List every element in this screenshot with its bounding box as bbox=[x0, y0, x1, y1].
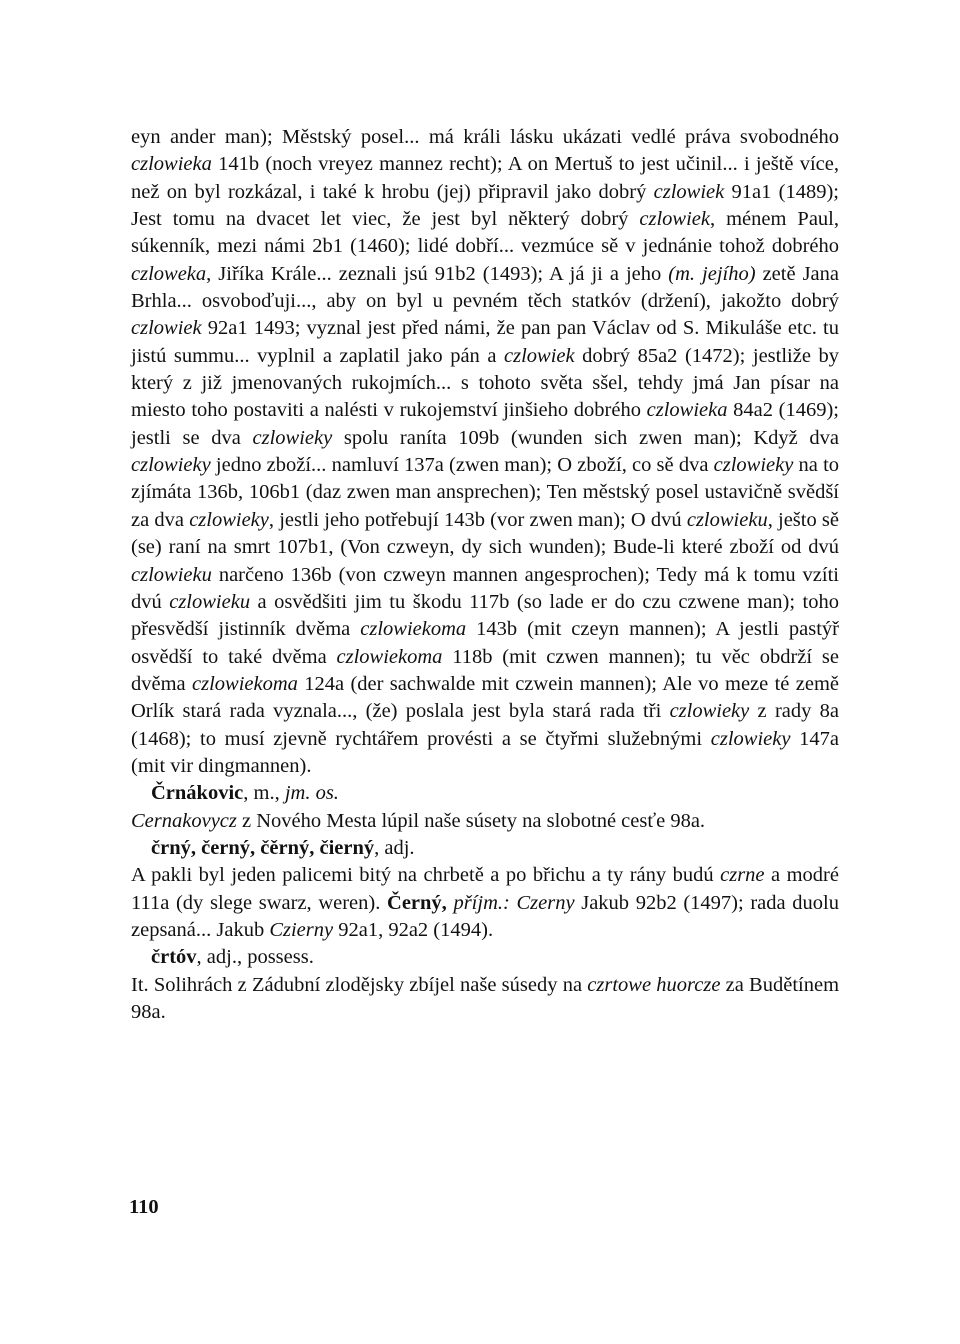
italic-form: Cernakovycz bbox=[131, 809, 237, 832]
bold-term: črtóv bbox=[151, 946, 197, 969]
text-run: , Jiříka Krále... zeznali jsú 91b2 (1493); A já ji a jeho bbox=[206, 262, 669, 285]
bold-term: Črnákovic bbox=[151, 782, 244, 805]
text-run: a osvědšiti jim tu škodu 117b (so lade er do czu czwene man); toho přesvědší jistinník dvěma bbox=[131, 590, 840, 641]
text-run: Jakub 92b2 (1497); rada duolu zepsaná... Jakub bbox=[131, 891, 839, 941]
entry-text bbox=[131, 808, 839, 835]
text-run: 143b (mit czeyn mannen); A jestli pastýř osvědší to také dvěma bbox=[131, 618, 839, 668]
text-run: , adj. bbox=[374, 836, 415, 859]
text-run: narčeno 136b (von czweyn mannen angesprochen); Tedy má k tomu vzíti dvú bbox=[131, 563, 839, 613]
text-run: a modré 111a (dy slege swarz, weren). bbox=[131, 864, 839, 914]
headword-line bbox=[131, 835, 839, 862]
text-run: It. Solihrách z Zádubní zlodějsky zbíjel naše súsedy na bbox=[131, 973, 588, 996]
text-run: za Budětínem 98a. bbox=[131, 973, 840, 1023]
text-run: 141b (noch vreyez mannez recht); A on Mertuš to jest učinil... i ještě více, než on byl rozkázal, i také k hrobu (jej) připravil jako dobrý bbox=[131, 153, 839, 203]
italic-form: (m. jejího) bbox=[668, 262, 756, 285]
italic-form: jm. os. bbox=[284, 782, 339, 805]
italic-form: czlowieky bbox=[252, 426, 333, 449]
entry-text bbox=[131, 972, 839, 1027]
entry-crtov bbox=[131, 944, 839, 1026]
italic-form: czlowieku bbox=[131, 563, 212, 586]
headword-line bbox=[131, 944, 839, 971]
text-run: z Nového Mesta lúpil naše súsety na slobotné cesťe 98a. bbox=[236, 809, 706, 832]
bold-term: črný, černý, čěrný, čierný bbox=[151, 836, 375, 859]
headword-line bbox=[131, 780, 839, 807]
italic-form: czlowieka bbox=[646, 399, 728, 422]
text-run: , ménem Paul, súkenník, mezi námi 2b1 (1460); lidé dobří... vezmúce sě v jednánie tohož dobrého bbox=[131, 208, 839, 258]
text-run: , adj., possess. bbox=[196, 946, 314, 969]
italic-form: czlowiek bbox=[504, 344, 575, 367]
entry-text bbox=[131, 862, 839, 944]
italic-form: czlowiek bbox=[639, 208, 710, 231]
text-run: , ješto sě (se) raní na smrt 107b1, (Von czweyn, dy sich wunden); Bude-li které zboží od dvú bbox=[131, 508, 840, 559]
text-run: 84a2 (1469); jestli se dva bbox=[131, 399, 840, 449]
text-run: jedno zboží... namluví 137a (zwen man); O zboží, co sě dva bbox=[210, 454, 714, 477]
text-run: eyn ander man); Městský posel... má králi lásku ukázati vedlé práva svobodného bbox=[131, 126, 839, 148]
bold-term: Černý, bbox=[387, 891, 447, 914]
text-run: , m., bbox=[243, 782, 285, 805]
continued-entry-text bbox=[131, 124, 839, 780]
italic-form: czrtowe huorcze bbox=[587, 973, 721, 996]
italic-form: czlowieku bbox=[686, 508, 768, 531]
text-run: 92a1, 92a2 (1494). bbox=[333, 918, 494, 941]
page-number: 110 bbox=[129, 1196, 159, 1218]
text-run: 124a (der sachwalde mit czwein mannen); Ale vo meze té země Orlík stará rada vyznala..., (že) poslala jest byla stará rada tři bbox=[131, 672, 839, 723]
italic-form: czlowiek bbox=[131, 317, 202, 340]
text-run: spolu raníta 109b (wunden sich zwen man); Když dva bbox=[332, 426, 839, 449]
italic-form: czlowiekoma bbox=[192, 672, 298, 695]
italic-form: czlowieky bbox=[713, 454, 794, 477]
text-run: 118b (mit czwen mannen); tu věc obdrží se dvěma bbox=[131, 645, 839, 695]
italic-form: czlowiekoma bbox=[360, 618, 467, 641]
entry-crnakovic bbox=[131, 780, 839, 835]
text-run: 147a (mit vir dingmannen). bbox=[131, 727, 839, 777]
dictionary-page bbox=[131, 124, 839, 1026]
italic-form: czlowieky bbox=[131, 454, 211, 477]
text-run: 92a1 1493; vyznal jest před námi, že pan pan Václav od S. Mikuláše etc. tu jistú summu... vyplnil a zaplatil jako pán a bbox=[131, 317, 839, 367]
italic-form: czlowieky bbox=[669, 700, 750, 723]
italic-form: czlowieky bbox=[710, 727, 791, 750]
italic-form: czlowieka bbox=[131, 153, 212, 176]
text-run: A pakli byl jeden palicemi bitý na chrbetě a po břichu a ty rány budú bbox=[131, 864, 721, 887]
italic-form: czrne bbox=[720, 864, 765, 887]
text-run: , jestli jeho potřebují 143b (vor zwen man); O dvú bbox=[268, 508, 687, 531]
italic-form: czlowieky bbox=[189, 508, 269, 531]
text-run: zetě Jana Brhla... osvoboďuji..., aby on byl u pevném těch statkóv (držení), jakožto dobrý bbox=[131, 262, 839, 313]
italic-form: Czierny bbox=[269, 918, 334, 941]
italic-form: příjm.: Czerny bbox=[453, 891, 575, 914]
text-run: z rady 8a (1468); to musí zjevně rychtářem provésti a se čtyřmi služebnými bbox=[131, 700, 840, 750]
text-run: 91a1 (1489); Jest tomu na dvacet let viec, že jest byl některý dobrý bbox=[131, 180, 839, 231]
italic-form: czloweka bbox=[131, 262, 207, 285]
entry-crny bbox=[131, 835, 839, 944]
italic-form: czlowieku bbox=[169, 590, 251, 613]
text-run: na to zjímáta 136b, 106b1 (daz zwen man ansprechen); Ten městský posel ustavičně svědší za dva bbox=[131, 454, 840, 531]
italic-form: czlowiek bbox=[653, 180, 725, 203]
text-run: dobrý 85a2 (1472); jestliže by který z již jmenovaných rukojmích... s tohoto světa sšel, tehdy jmá Jan písar na miesto toho postaviti a nalésti v rukojemství jinšieho dobrého bbox=[131, 344, 839, 422]
italic-form: czlowiekoma bbox=[336, 645, 443, 668]
